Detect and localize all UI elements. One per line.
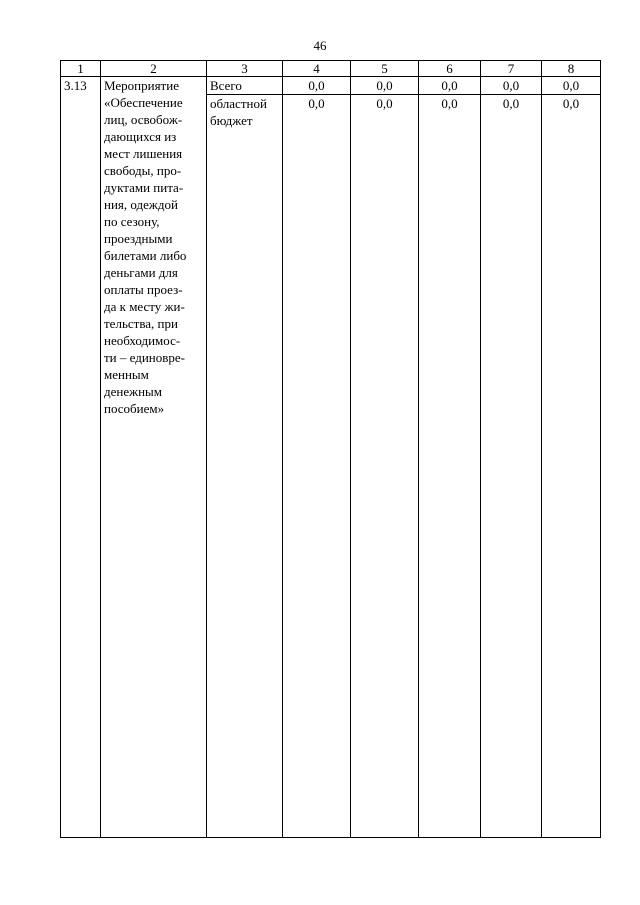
total-value-col-8: 0,0 [542, 77, 601, 95]
column-header-7: 7 [481, 61, 542, 77]
regional-value-col-5: 0,0 [351, 95, 419, 838]
regional-value-col-8: 0,0 [542, 95, 601, 838]
total-value-col-5: 0,0 [351, 77, 419, 95]
page-number: 46 [313, 38, 327, 53]
row-description-cell [101, 77, 207, 838]
source-label-text: Всего [210, 78, 242, 93]
total-value-col-6: 0,0 [419, 77, 481, 95]
regional-value-col-6: 0,0 [419, 95, 481, 838]
row-code: 3.13 [64, 78, 87, 93]
column-header-4: 4 [283, 61, 351, 77]
column-header-1: 1 [61, 61, 101, 77]
row-code-cell [61, 77, 101, 838]
source-label-text: областной бюджет [210, 96, 267, 128]
column-header-2: 2 [101, 61, 207, 77]
total-value-col-7: 0,0 [481, 77, 542, 95]
regional-value-col-7: 0,0 [481, 95, 542, 838]
total-value-col-4: 0,0 [283, 77, 351, 95]
table-header-row [61, 61, 601, 77]
budget-table [60, 60, 601, 838]
table-row-total [61, 77, 601, 95]
column-header-8: 8 [542, 61, 601, 77]
column-header-6: 6 [419, 61, 481, 77]
column-header-5: 5 [351, 61, 419, 77]
source-label-total [207, 77, 283, 95]
source-label-regional [207, 95, 283, 838]
column-header-3: 3 [207, 61, 283, 77]
row-description: Мероприятие «Обеспечение лиц, освобож- дающихся из мест лишения свободы, про- дуктами пита- ния, одеждой по сезону, проездными билетами либо деньгами для оплаты проез- да к месту жи- тельства, при необходимос- ти – единовре- менным денежным пособием» [104, 78, 187, 416]
regional-value-col-4: 0,0 [283, 95, 351, 838]
